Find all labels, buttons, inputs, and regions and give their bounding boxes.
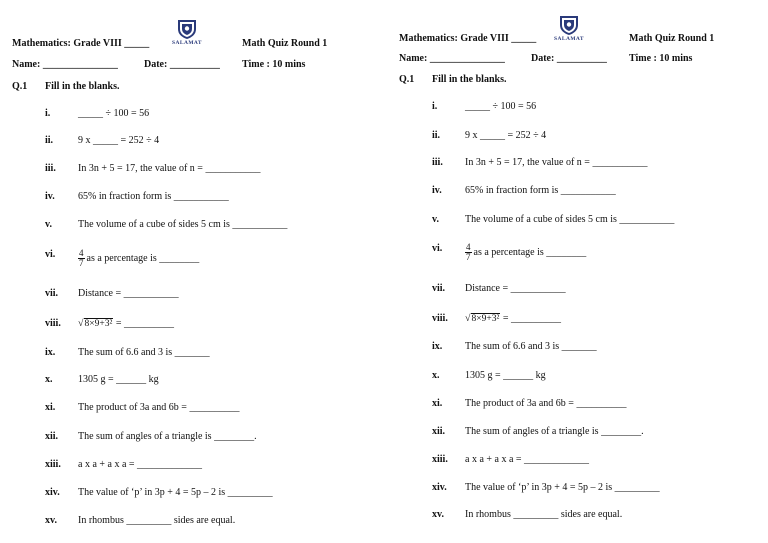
radicand: 8×9+3² xyxy=(84,319,113,329)
name-label: Name: _______________ xyxy=(12,59,118,70)
item-text-group xyxy=(465,101,536,112)
item-number: xi. xyxy=(432,398,443,409)
item-text: The sum of angles of a triangle is ________. xyxy=(78,431,257,442)
item-text: In rhombus _________ sides are equal. xyxy=(465,509,623,520)
date-label: Date: __________ xyxy=(531,53,607,64)
fraction-numerator: 4 xyxy=(466,242,471,252)
item-text-group xyxy=(465,214,674,225)
item-text: as a percentage is ________ xyxy=(86,252,200,264)
fraction xyxy=(465,243,472,262)
sqrt-symbol: √ xyxy=(78,318,84,329)
sqrt-symbol: √ xyxy=(465,313,471,324)
item-number: xiii. xyxy=(45,459,61,470)
logo-text: SALAMAT xyxy=(172,40,202,46)
item-text: The value of ‘p’ in 3p + 4 = 5p – 2 is _________ xyxy=(465,482,660,493)
item-number: xv. xyxy=(432,509,444,520)
item-text: In 3n + 5 = 17, the value of n = ___________ xyxy=(465,157,648,168)
item-text-group xyxy=(465,482,660,493)
logo-text: SALAMAT xyxy=(554,36,584,42)
item-number: i. xyxy=(45,108,51,119)
item-text: In rhombus _________ sides are equal. xyxy=(78,515,236,526)
school-crest-logo xyxy=(167,18,207,54)
school-crest-logo xyxy=(549,14,589,50)
item-text-group xyxy=(465,454,589,465)
item-text-group xyxy=(78,487,273,498)
item-number: ii. xyxy=(45,135,54,146)
item-number: viii. xyxy=(45,318,61,329)
item-number: ix. xyxy=(432,341,443,352)
item-number: x. xyxy=(45,374,53,385)
item-text-group xyxy=(465,185,616,196)
item-text: The value of ‘p’ in 3p + 4 = 5p – 2 is _________ xyxy=(78,487,273,498)
item-text: 1305 g = ______ kg xyxy=(78,374,159,385)
fraction-denominator: 7 xyxy=(79,258,84,268)
item-text-group xyxy=(78,374,159,385)
item-text-group xyxy=(465,313,561,324)
item-text: The sum of angles of a triangle is ________. xyxy=(465,426,644,437)
item-number: xii. xyxy=(432,426,446,437)
item-number: ix. xyxy=(45,347,56,358)
item-text: The product of 3a and 6b = __________ xyxy=(78,402,240,413)
quiz-round-title: Math Quiz Round 1 xyxy=(629,33,715,44)
item-text-group xyxy=(465,283,566,294)
question-number: Q.1 xyxy=(399,74,415,85)
item-number: xiii. xyxy=(432,454,448,465)
item-number: iv. xyxy=(432,185,442,196)
subject-grade-title: Mathematics: Grade VIII _____ xyxy=(12,38,150,49)
fraction-denominator: 7 xyxy=(466,252,471,262)
item-text-group xyxy=(78,347,210,358)
item-text: Distance = ___________ xyxy=(78,288,179,299)
time-label: Time : 10 mins xyxy=(629,53,693,64)
radicand: 8×9+3² xyxy=(471,314,500,324)
item-number: iv. xyxy=(45,191,55,202)
item-text-group xyxy=(78,191,229,202)
item-text: The product of 3a and 6b = __________ xyxy=(465,398,627,409)
item-number: xiv. xyxy=(432,482,447,493)
item-text: The volume of a cube of sides 5 cm is ___________ xyxy=(465,214,675,225)
item-text-group xyxy=(465,509,622,520)
item-text-group xyxy=(465,341,597,352)
shield-icon xyxy=(549,14,589,36)
item-text-group xyxy=(78,108,149,119)
item-number: vi. xyxy=(432,243,443,254)
item-number: vii. xyxy=(45,288,59,299)
item-text: 9 x _____ = 252 ÷ 4 xyxy=(465,130,547,141)
item-text-group xyxy=(465,426,644,437)
item-text: The sum of 6.6 and 3 is _______ xyxy=(465,341,597,352)
item-number: iii. xyxy=(45,163,56,174)
item-text-group xyxy=(78,135,159,146)
fraction-numerator: 4 xyxy=(79,248,84,258)
item-text-group xyxy=(78,288,179,299)
item-number: xii. xyxy=(45,431,59,442)
item-text: 65% in fraction form is ___________ xyxy=(78,191,229,202)
item-text: Distance = ___________ xyxy=(465,283,566,294)
fraction xyxy=(78,249,85,268)
quiz-sheet-right xyxy=(399,0,768,543)
item-text-group xyxy=(465,243,586,262)
time-label: Time : 10 mins xyxy=(242,59,306,70)
question-title: Fill in the blanks. xyxy=(45,81,120,92)
item-text-group xyxy=(465,130,546,141)
item-text-group xyxy=(465,157,647,168)
shield-icon xyxy=(167,18,207,40)
item-number: iii. xyxy=(432,157,443,168)
item-number: xiv. xyxy=(45,487,60,498)
question-title: Fill in the blanks. xyxy=(432,74,507,85)
item-text: The sum of 6.6 and 3 is _______ xyxy=(78,347,210,358)
item-text: a x a + a x a = _____________ xyxy=(78,459,203,470)
item-number: v. xyxy=(432,214,439,225)
item-text: 65% in fraction form is ___________ xyxy=(465,185,616,196)
item-text-group xyxy=(78,459,202,470)
date-label: Date: __________ xyxy=(144,59,220,70)
item-text-group xyxy=(78,163,260,174)
subject-grade-title: Mathematics: Grade VIII _____ xyxy=(399,33,537,44)
item-text-group xyxy=(78,219,287,230)
item-number: x. xyxy=(432,370,440,381)
item-number: vi. xyxy=(45,249,56,260)
item-number: v. xyxy=(45,219,52,230)
item-number: viii. xyxy=(432,313,448,324)
item-text: _____ ÷ 100 = 56 xyxy=(465,101,537,112)
item-text-group xyxy=(78,515,235,526)
item-text: a x a + a x a = _____________ xyxy=(465,454,590,465)
item-text: = __________ xyxy=(113,318,174,329)
item-text-group xyxy=(465,370,546,381)
item-number: xv. xyxy=(45,515,57,526)
item-number: i. xyxy=(432,101,438,112)
item-text-group xyxy=(465,398,626,409)
item-text-group xyxy=(78,431,257,442)
item-text: 1305 g = ______ kg xyxy=(465,370,546,381)
item-number: ii. xyxy=(432,130,441,141)
item-text: as a percentage is ________ xyxy=(473,246,587,258)
item-text: The volume of a cube of sides 5 cm is ___________ xyxy=(78,219,288,230)
question-number: Q.1 xyxy=(12,81,28,92)
name-label: Name: _______________ xyxy=(399,53,505,64)
item-number: vii. xyxy=(432,283,446,294)
item-text-group xyxy=(78,249,199,268)
item-text-group xyxy=(78,318,174,329)
item-text-group xyxy=(78,402,239,413)
item-text: 9 x _____ = 252 ÷ 4 xyxy=(78,135,160,146)
item-number: xi. xyxy=(45,402,56,413)
item-text: _____ ÷ 100 = 56 xyxy=(78,108,150,119)
quiz-sheet-left xyxy=(12,0,382,543)
item-text: = __________ xyxy=(500,313,561,324)
item-text: In 3n + 5 = 17, the value of n = ___________ xyxy=(78,163,261,174)
quiz-round-title: Math Quiz Round 1 xyxy=(242,38,328,49)
